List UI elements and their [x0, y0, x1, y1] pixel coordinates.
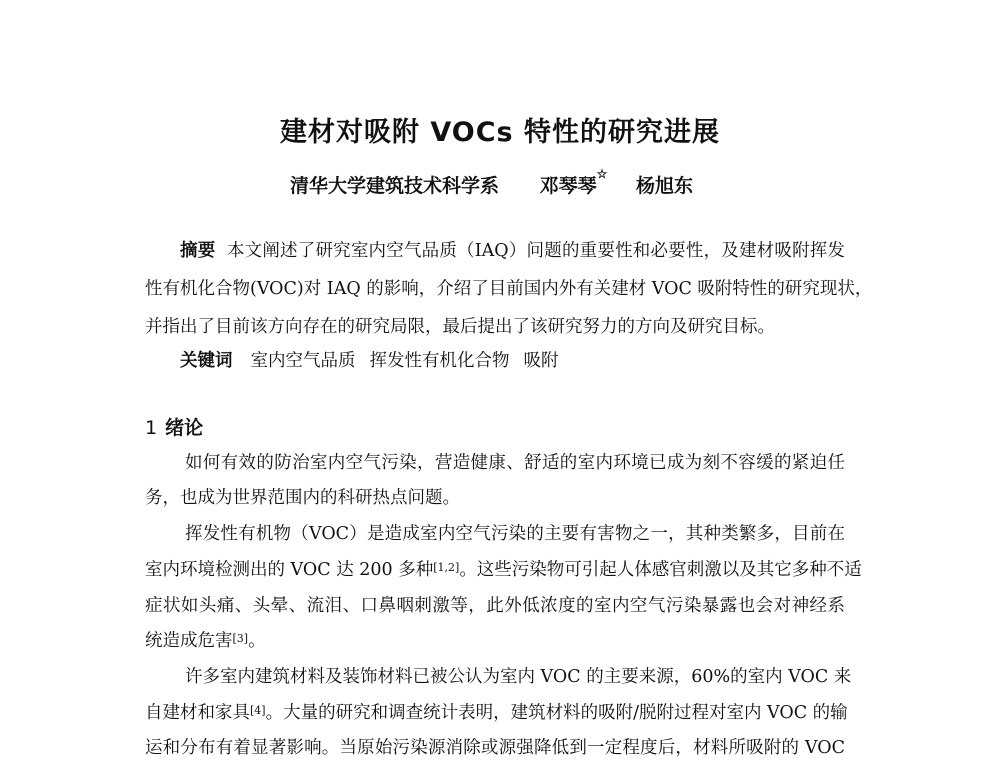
citation: [1,2]: [433, 561, 460, 574]
body-line: [145, 558, 862, 582]
body-line: [145, 629, 845, 653]
keyword: 挥发性有机化合物: [369, 351, 510, 371]
section-title: 绪论: [165, 417, 204, 439]
body-text: 统造成危害: [145, 631, 233, 651]
abstract-line: 性有机化合物(VOC)对 IAQ 的影响，介绍了目前国内外有关建材 VOC 吸附特性的研究现状，: [145, 279, 873, 299]
author-name: 杨旭东: [636, 175, 694, 197]
body-line: 许多室内建筑材料及装饰材料已被公认为室内 VOC 的主要来源，60%的室内 VOC 来: [185, 667, 852, 687]
body-text: 。: [248, 631, 266, 651]
body-line: 如何有效的防治室内空气污染，营造健康、舒适的室内环境已成为刻不容缓的紧迫任: [185, 453, 845, 473]
keyword: 吸附: [523, 351, 559, 371]
paper-title: 建材对吸附 VOCs 特性的研究进展: [279, 117, 721, 148]
author-name-text: 邓琴琴: [539, 175, 597, 197]
citation: [3]: [232, 632, 249, 645]
abstract-label: 摘要: [180, 241, 216, 261]
abstract-line: 并指出了目前该方向存在的研究局限，最后提出了该研究努力的方向及研究目标。: [145, 317, 775, 337]
section-number: 1: [145, 417, 158, 439]
author-line: [290, 167, 694, 198]
section-heading: [145, 413, 203, 440]
body-line: 运和分布有着显著影响。当原始污染源消除或源强降低到一定程度后，材料所吸附的 VOC: [145, 738, 845, 758]
body-text: 。这些污染物可引起人体感官刺激以及其它多种不适: [459, 560, 862, 580]
body-line: 症状如头痛、头晕、流泪、口鼻咽刺激等，此外低浓度的室内空气污染暴露也会对神经系: [145, 596, 845, 616]
affiliation: 清华大学建筑技术科学系: [290, 175, 500, 197]
body-text: 自建材和家具: [145, 703, 250, 723]
body-text: 室内环境检测出的 VOC 达 200 多种: [145, 560, 434, 580]
keywords-label: 关键词: [180, 351, 233, 371]
body-line: 挥发性有机物（VOC）是造成室内空气污染的主要有害物之一，其种类繁多，目前在: [185, 524, 845, 544]
citation: [4]: [250, 704, 266, 717]
body-line: [145, 701, 848, 725]
abstract-text: 本文阐述了研究室内空气品质（IAQ）问题的重要性和必要性，及建材吸附挥发: [226, 241, 845, 261]
abstract-line: [180, 239, 845, 263]
keyword: 室内空气品质: [250, 351, 356, 371]
author-mark: ☆: [596, 167, 608, 181]
body-line: 务，也成为世界范围内的科研热点问题。: [145, 488, 460, 508]
author-name: [539, 167, 608, 198]
body-text: 。大量的研究和调查统计表明，建筑材料的吸附/脱附过程对室内 VOC 的输: [265, 703, 848, 723]
keywords-line: [180, 349, 845, 373]
